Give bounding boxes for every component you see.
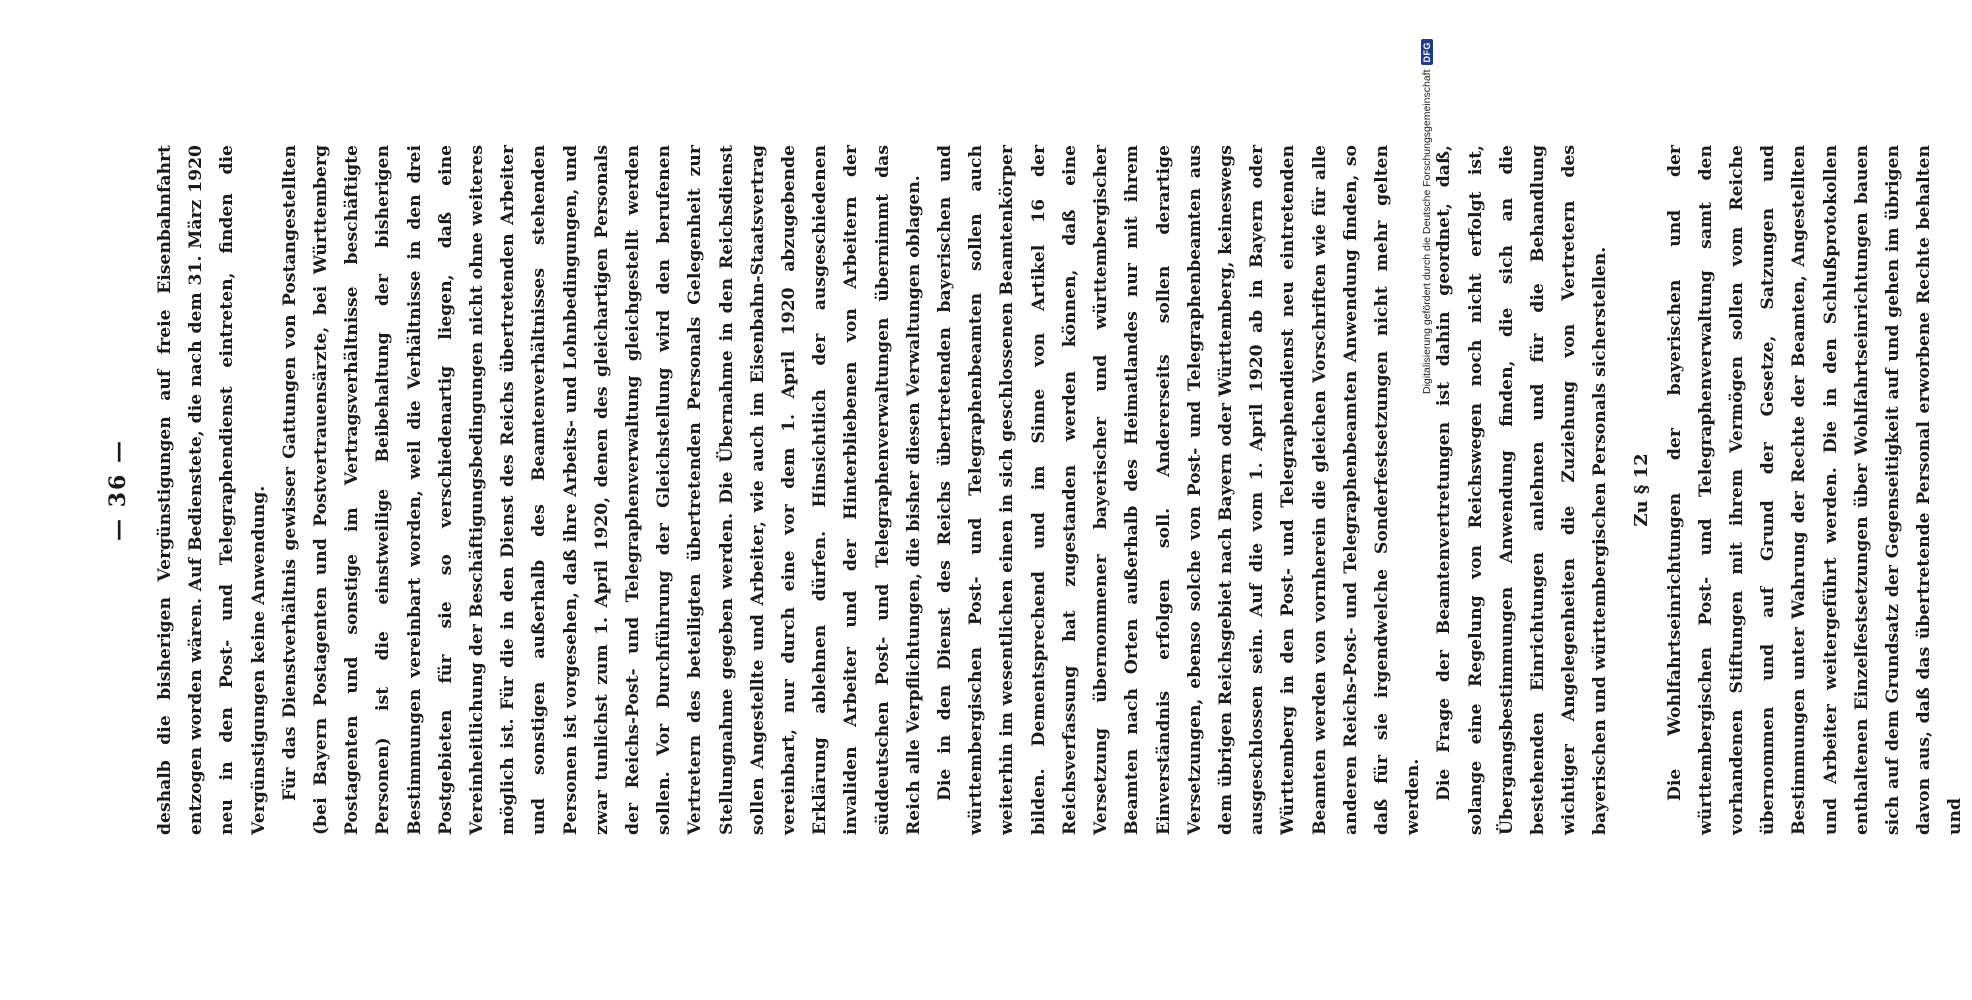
section-paragraph-1: Die Wohlfahrtseinrichtungen der bayerischen und der württembergischen Post- und Telegraphenverwaltung samt den vorhandenen Stiftungen mit ihrem Vermögen sollen vom Reiche übernommen und auf Grund der Gesetze, Satzungen und Bestimmungen unter Wahrung der Rechte der Beamten, Angestellten und Arbeiter weitergeführt werden. Die in den Schlußprotokollen enthaltenen Einzelfestsetzungen über Wohlfahrtseinrichtungen bauen sich auf dem Grundsatz der Gegenseitigkeit auf und gehen im übrigen davon aus, daß das übertretende Personal erworbene Rechte behalten und xyxy=(1664,145,1966,835)
dfg-attribution xyxy=(1416,6,1438,406)
text-column xyxy=(150,145,1972,835)
paragraph-3: Die in den Dienst des Reichs übertretenden bayerischen und württembergischen Post- und Telegraphenbeamten sollen auch weiterhin im wesentlichen einen in sich geschlossenen Beamtenkörper bilden. Dementsprechend und im Sinne von Artikel 16 der Reichsverfassung hat zugestanden werden können, daß eine Versetzung übernommener bayerischer und württembergischer Beamten nach Orten außerhalb des Heimatlandes nur mit ihrem Einverständnis erfolgen soll. Andererseits sollen derartige Versetzungen, ebenso solche von Post- und Telegraphenbeamten aus dem übrigen Reichsgebiet nach Bayern oder Württemberg, keineswegs ausgeschlossen sein. Auf die vom 1. April 1920 ab in Bayern oder Württemberg in den Post- und Telegraphendienst neu eintretenden Beamten werden von vornherein die gleichen Vorschriften wie für alle anderen Reichs-Post- und Telegraphenbeamten Anwendung finden, so daß für sie irgendwelche Sonderfestsetzungen nicht mehr gelten werden. xyxy=(935,145,1424,835)
dfg-attribution-rotated xyxy=(1418,6,1436,394)
dfg-logo-icon: DFG xyxy=(1421,39,1433,66)
dfg-attribution-text: Digitalisierung gefördert durch die Deutsche Forschungsgemeinschaft xyxy=(1421,69,1433,394)
page-number: — 36 — xyxy=(105,439,131,541)
paragraph-2: Für das Dienstverhältnis gewisser Gattungen von Postangestellten (bei Bayern Postagenten und Postvertrauensärzte, bei Württemberg Postagenten und sonstige im Vertragsverhältnisse beschäftigte Personen) ist die einstweilige Beibehaltung der bisherigen Bestimmungen vereinbart worden, weil die Verhältnisse in den drei Postgebieten für sie so verschiedenartig liegen, daß eine Vereinheitlichung der Beschäftigungsbedingungen nicht ohne weiteres möglich ist. Für die in den Dienst des Reichs übertretenden Arbeiter und sonstigen außerhalb des Beamtenverhältnisses stehenden Personen ist vorgesehen, daß ihre Arbeits- und Lohnbedingungen, und zwar tunlichst zum 1. April 1920, denen des gleichartigen Personals der Reichs-Post- und Telegraphenverwaltung gleichgestellt werden sollen. Vor Durchführung der Gleichstellung wird den berufenen Vertretern des beteiligten übertretenden Personals Gelegenheit zur Stellungnahme gegeben werden. Die Übernahme in den Reichsdienst sollen Angestellte und Arbeiter, wie auch im Eisenbahn-Staatsvertrag vereinbart, nur durch eine vor dem 1. April 1920 abzugebende Erklärung ablehnen dürfen. Hinsichtlich der ausgeschiedenen invaliden Arbeiter und der Hinterbliebenen von Arbeitern der süddeutschen Post- und Telegraphenverwaltungen übernimmt das Reich alle Verpflichtungen, die bisher diesen Verwaltungen oblagen. xyxy=(279,145,924,835)
paragraph-4: Die Frage der Beamtenvertretungen ist dahin geordnet, daß, solange eine Regelung von Reichswegen noch nicht erfolgt ist, Übergangsbestimmungen Anwendung finden, die sich an die bestehenden Einrichtungen anlehnen und für die Behandlung wichtiger Angelegenheiten die Zuziehung von Vertretern des bayerischen und württembergischen Personals sicherstellen. xyxy=(1434,145,1611,835)
paragraph-1: deshalb die bisherigen Vergünstigungen auf freie Eisenbahnfahrt entzogen worden wären. Auf Bedienstete, die nach dem 31. März 1920 neu in den Post- und Telegraphendienst eintreten, finden die Vergünstigungen keine Anwendung. xyxy=(155,145,269,835)
section-heading: Zu § 12 xyxy=(1630,453,1652,527)
